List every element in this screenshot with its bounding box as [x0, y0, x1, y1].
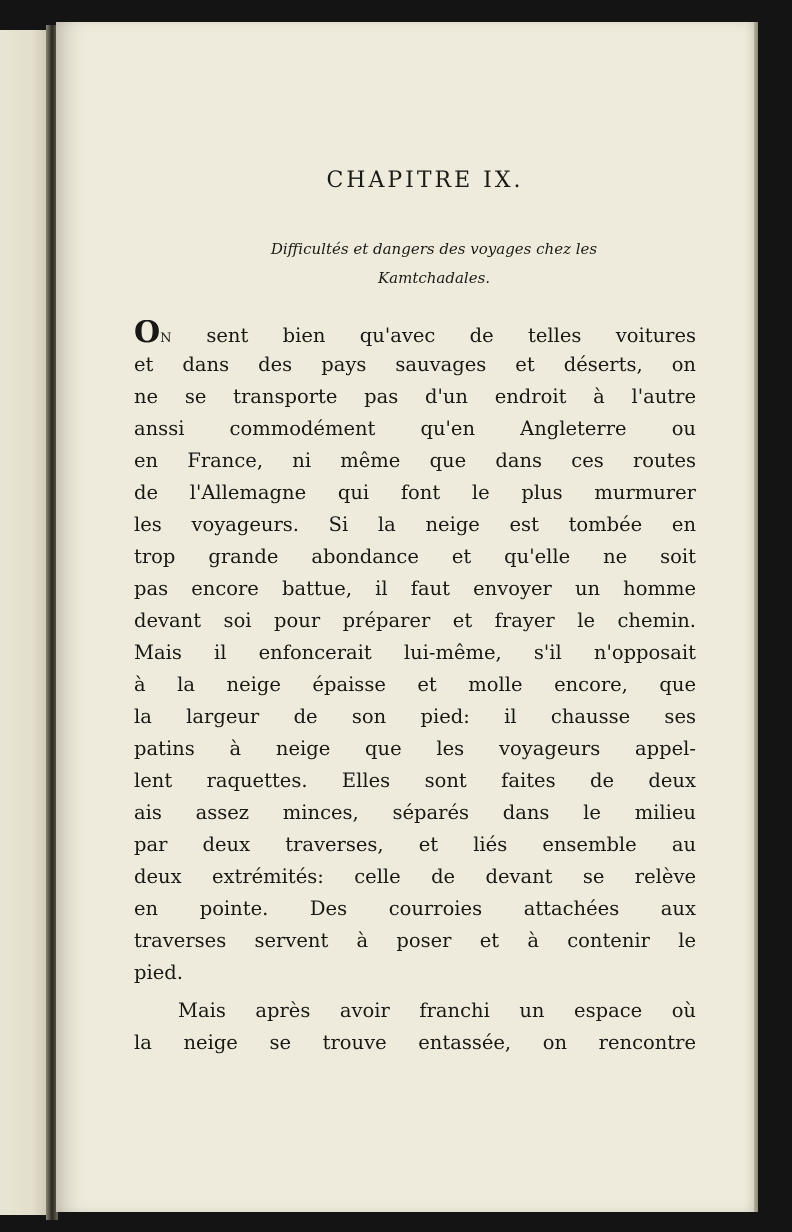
- left-page-edge: [0, 30, 46, 1215]
- paragraph-1-line-11: Mais il enfoncerait lui-même, s'il n'opposait: [134, 641, 696, 664]
- paragraph-1-line-2: et dans des pays sauvages et déserts, on: [134, 353, 696, 376]
- paragraph-1-line-4: anssi commodément qu'en Angleterre ou: [134, 417, 696, 440]
- paragraph-1-line-13: la largeur de son pied: il chausse ses: [134, 705, 696, 728]
- paragraph-1-line-8: trop grande abondance et qu'elle ne soit: [134, 545, 696, 568]
- paragraph-1-line-16: ais assez minces, séparés dans le milieu: [134, 801, 696, 824]
- paragraph-1-line-19: en pointe. Des courroies attachées aux: [134, 897, 696, 920]
- chapter-title: CHAPITRE IX.: [326, 168, 524, 193]
- paragraph-1-line-9: pas encore battue, il faut envoyer un homme: [134, 577, 696, 600]
- paragraph-1-line-18: deux extrémités: celle de devant se relève: [134, 865, 696, 888]
- chapter-subtitle-line-1: Difficultés et dangers des voyages chez les: [270, 240, 598, 258]
- paragraph-1-line-5: en France, ni même que dans ces routes: [134, 449, 696, 472]
- paragraph-1-line-17: par deux traverses, et liés ensemble au: [134, 833, 696, 856]
- drop-cap: O: [134, 320, 161, 346]
- paragraph-2-line-1: Mais après avoir franchi un espace où: [178, 999, 696, 1022]
- chapter-subtitle-line-2: Kamtchadales.: [377, 269, 491, 287]
- paragraph-1-line-12: à la neige épaisse et molle encore, que: [134, 673, 696, 696]
- paragraph-1-line-14: patins à neige que les voyageurs appel-: [134, 737, 696, 760]
- paragraph-1-line-21: pied.: [134, 961, 183, 984]
- paragraph-1-line-7: les voyageurs. Si la neige est tombée en: [134, 513, 696, 536]
- paragraph-1-line-1: [134, 320, 696, 346]
- paragraph-2-line-2: la neige se trouve entassée, on rencontre: [134, 1031, 696, 1054]
- paragraph-1-line-10: devant soi pour préparer et frayer le chemin.: [134, 609, 696, 632]
- small-cap: N: [160, 331, 173, 346]
- paragraph-1-line-15: lent raquettes. Elles sont faites de deux: [134, 769, 696, 792]
- line-text: sent bien qu'avec de telles voitures: [172, 324, 696, 346]
- paragraph-1-line-3: ne se transporte pas d'un endroit à l'autre: [134, 385, 696, 408]
- book-page: [56, 22, 754, 1212]
- paragraph-1-line-20: traverses servent à poser et à contenir le: [134, 929, 696, 952]
- paragraph-1-line-6: de l'Allemagne qui font le plus murmurer: [134, 481, 696, 504]
